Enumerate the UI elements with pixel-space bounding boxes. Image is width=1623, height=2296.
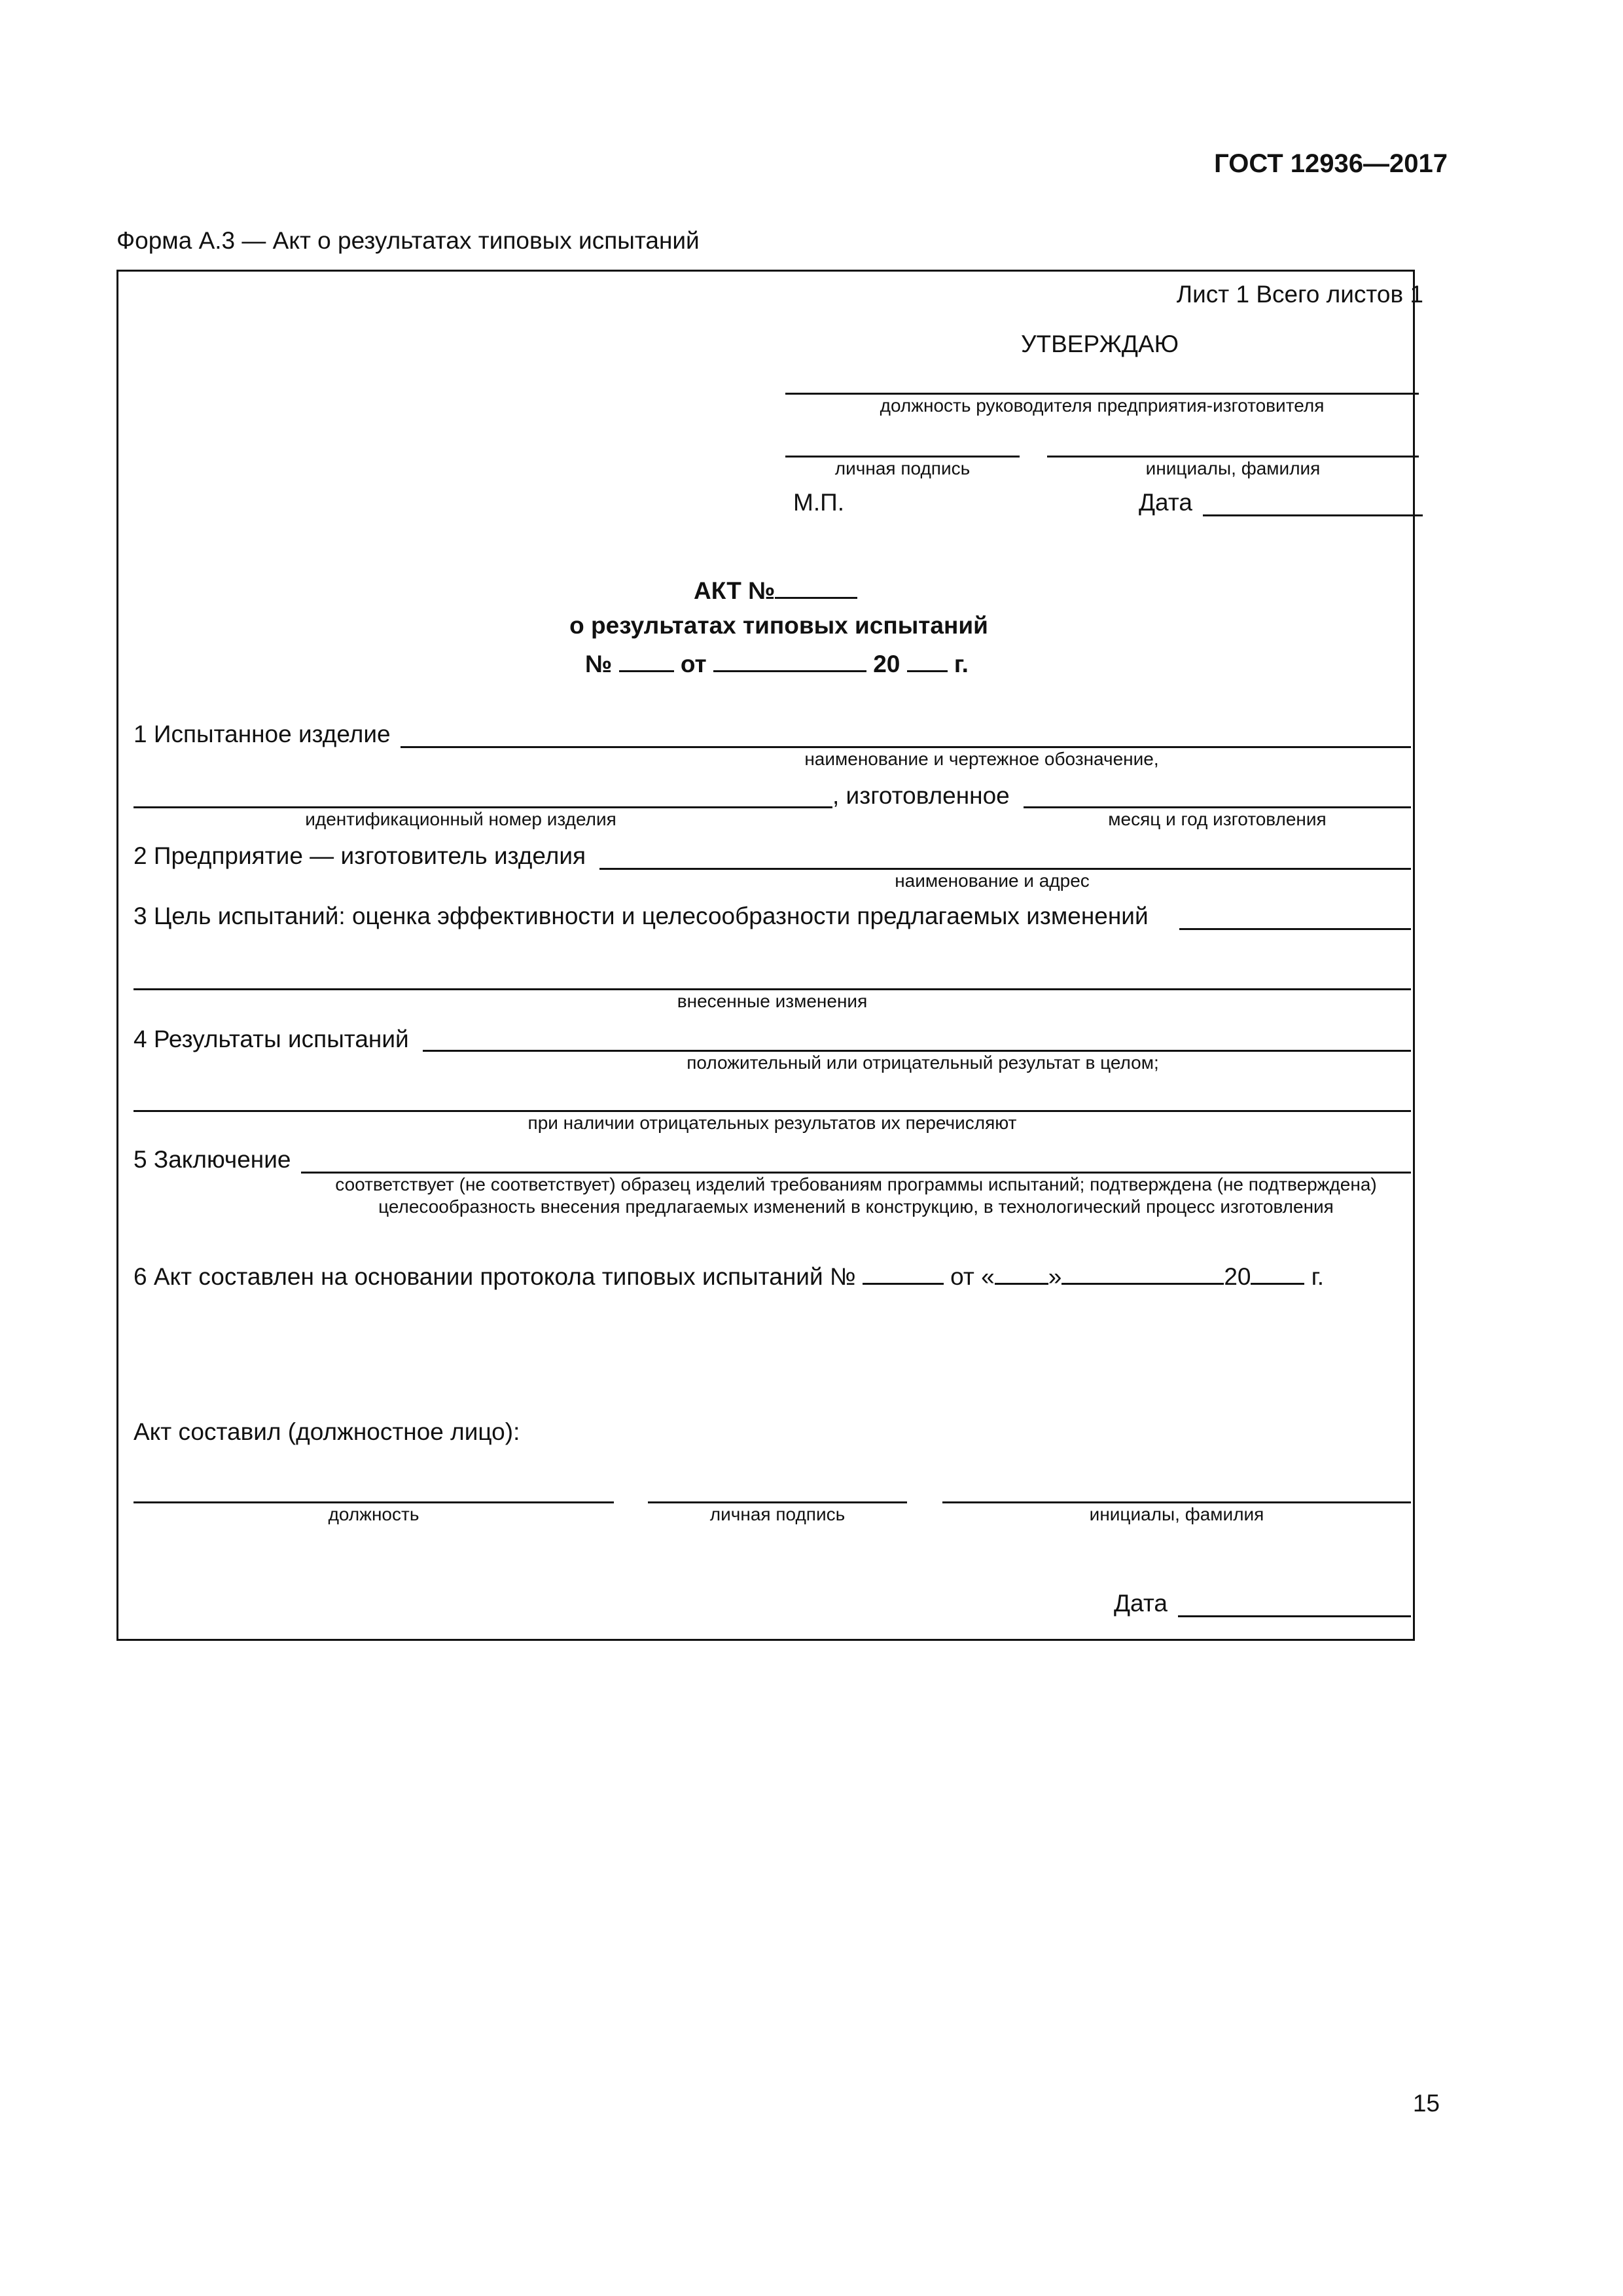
approval-signature-caption: личная подпись [834, 458, 971, 478]
item5-caption1: соответствует (не соответствует) образец изделий требованиям программы испытаний; подтверждена (не подтверждена) [335, 1174, 1377, 1194]
act-subtitle: о результатах типовых испытаний [569, 612, 988, 639]
item4-line2[interactable] [134, 1110, 1411, 1112]
item5-label: 5 Заключение [134, 1146, 291, 1173]
item2-label: 2 Предприятие — изготовитель изделия [134, 842, 586, 869]
sheet-info: Лист 1 Всего листов 1 [1176, 281, 1423, 308]
item5-caption2: целесообразность внесения предлагаемых изменений в конструкцию, в технологический процесс изготовления [378, 1196, 1334, 1217]
act-number-date-line [585, 648, 969, 679]
compiled-signature-line[interactable] [648, 1501, 907, 1503]
approval-stamp: М.П. [793, 489, 844, 516]
item5-line[interactable] [301, 1172, 1411, 1174]
act-number-label: АКТ № [694, 577, 776, 604]
item6-day-field[interactable] [995, 1261, 1048, 1285]
compiled-position-caption: должность [328, 1504, 419, 1524]
item6-protocol-number-field[interactable] [863, 1261, 944, 1285]
approval-signature-line[interactable] [785, 456, 1020, 457]
approval-name-caption: инициалы, фамилия [1145, 458, 1321, 478]
item6-g-label: г. [1311, 1263, 1325, 1290]
item1-id-line[interactable] [134, 806, 832, 808]
item6-label: 6 Акт составлен на основании протокола типовых испытаний № [134, 1263, 856, 1290]
item2-caption: наименование и адрес [895, 870, 1090, 891]
approval-position-caption: должность руководителя предприятия-изготовителя [880, 395, 1325, 416]
act-no-sign: № [585, 651, 613, 677]
item6-row [134, 1261, 1324, 1291]
item1-id-caption: идентификационный номер изделия [305, 809, 616, 829]
item6-from-label: от « [950, 1263, 995, 1290]
item6-year-label: 20 [1224, 1263, 1251, 1290]
item4-line[interactable] [423, 1050, 1411, 1052]
compiled-date-label: Дата [1114, 1590, 1168, 1617]
item2-line[interactable] [599, 868, 1411, 870]
item6-month-field[interactable] [1061, 1261, 1224, 1285]
item4-caption2: при наличии отрицательных результатов их перечисляют [527, 1113, 1017, 1133]
item1-month-caption: месяц и год изготовления [1108, 809, 1327, 829]
compiled-signature-caption: личная подпись [709, 1504, 846, 1524]
item6-year-field[interactable] [1251, 1261, 1304, 1285]
item6-close-quote: » [1048, 1263, 1062, 1290]
compiled-date-line[interactable] [1178, 1615, 1411, 1617]
act-from-label: от [680, 651, 707, 677]
act-year-label: 20 [873, 651, 901, 677]
approval-date-label: Дата [1139, 489, 1192, 516]
item1-name-line[interactable] [401, 746, 1411, 748]
item4-caption: положительный или отрицательный результат в целом; [687, 1052, 1159, 1073]
item3-line-end[interactable] [1179, 928, 1411, 930]
item3-label: 3 Цель испытаний: оценка эффективности и целесообразности предлагаемых изменений [134, 903, 1149, 929]
compiled-name-line[interactable] [942, 1501, 1411, 1503]
approval-position-line[interactable] [785, 393, 1419, 395]
item3-line[interactable] [134, 988, 1411, 990]
item4-label: 4 Результаты испытаний [134, 1026, 409, 1052]
approval-date-line[interactable] [1203, 514, 1423, 516]
standard-number: ГОСТ 12936—2017 [1214, 149, 1448, 178]
item1-name-caption: наименование и чертежное обозначение, [804, 749, 1159, 769]
compiled-position-line[interactable] [134, 1501, 614, 1503]
form-title: Форма А.3 — Акт о результатах типовых испытаний [116, 227, 700, 254]
item1-month-line[interactable] [1024, 806, 1411, 808]
item1-label: 1 Испытанное изделие [134, 721, 391, 747]
item1-made-label: , изготовленное [832, 782, 1010, 809]
act-title [694, 575, 857, 605]
page-number: 15 [1412, 2090, 1440, 2117]
approval-title: УТВЕРЖДАЮ [1021, 331, 1179, 357]
approval-name-line[interactable] [1047, 456, 1419, 457]
item3-caption: внесенные изменения [677, 991, 868, 1011]
compiled-label: Акт составил (должностное лицо): [134, 1418, 520, 1445]
compiled-name-caption: инициалы, фамилия [1089, 1504, 1264, 1524]
act-g-label: г. [954, 651, 969, 677]
